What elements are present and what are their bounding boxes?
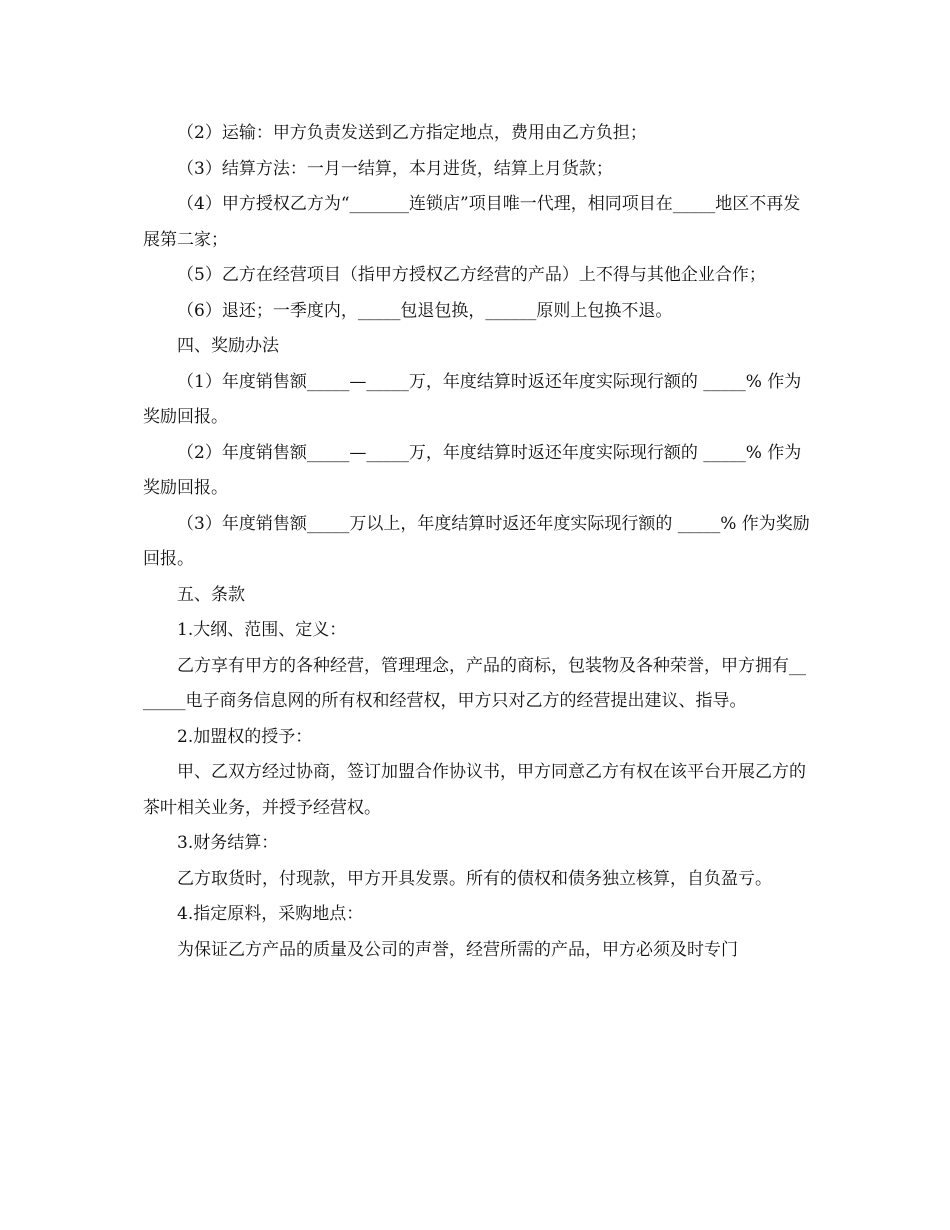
- section-heading-rewards: 四、奖励办法: [177, 336, 279, 356]
- term-4-body: 为保证乙方产品的质量及公司的声誉，经营所需的产品，甲方必须及时专门: [177, 939, 738, 960]
- clause-transport: （2）运输：甲方负责发送到乙方指定地点，费用由乙方负担；: [177, 123, 647, 143]
- term-3-body: 乙方取货时，付现款，甲方开具发票。所有的债权和债务独立核算，自负盈亏。: [177, 868, 772, 889]
- clause-settlement-method: （3）结算方法：一月一结算，本月进货，结算上月货款；: [177, 158, 613, 179]
- term-3-heading: 3.财务结算：: [177, 833, 279, 853]
- term-1-body: 乙方享有甲方的各种经营，管理理念，产品的商标，包装物及各种荣誉，甲方拥有_______电子商务信息网的所有权和经营权，甲方只对乙方的经营提出建议、指导。: [143, 655, 806, 711]
- section-heading-terms: 五、条款: [177, 584, 245, 605]
- clause-authorization: （4）甲方授权乙方为“_______连锁店”项目唯一代理，相同项目在_____地区不再发展第二家；: [143, 194, 801, 250]
- term-2-body: 甲、乙双方经过协商，签订加盟合作协议书，甲方同意乙方有权在该平台开展乙方的茶叶相关业务，并授予经营权。: [143, 762, 806, 818]
- term-4-heading: 4.指定原料，采购地点：: [177, 904, 364, 924]
- reward-tier-3: （3）年度销售额_____万以上，年度结算时返还年度实际现行额的 _____% 作为奖励回报。: [143, 513, 810, 569]
- clause-returns: （6）退还；一季度内，_____包退包换，______原则上包换不退。: [177, 300, 673, 321]
- clause-exclusive-cooperation: （5）乙方在经营项目（指甲方授权乙方经营的产品）上不得与其他企业合作；: [177, 265, 766, 285]
- reward-tier-1: （1）年度销售额_____—_____万，年度结算时返还年度实际现行额的 _____% 作为奖励回报。: [143, 371, 802, 427]
- term-1-heading: 1.大纲、范围、定义：: [177, 620, 347, 640]
- reward-tier-2: （2）年度销售额_____—_____万，年度结算时返还年度实际现行额的 _____% 作为奖励回报。: [143, 442, 802, 498]
- term-2-heading: 2.加盟权的授予：: [177, 726, 313, 747]
